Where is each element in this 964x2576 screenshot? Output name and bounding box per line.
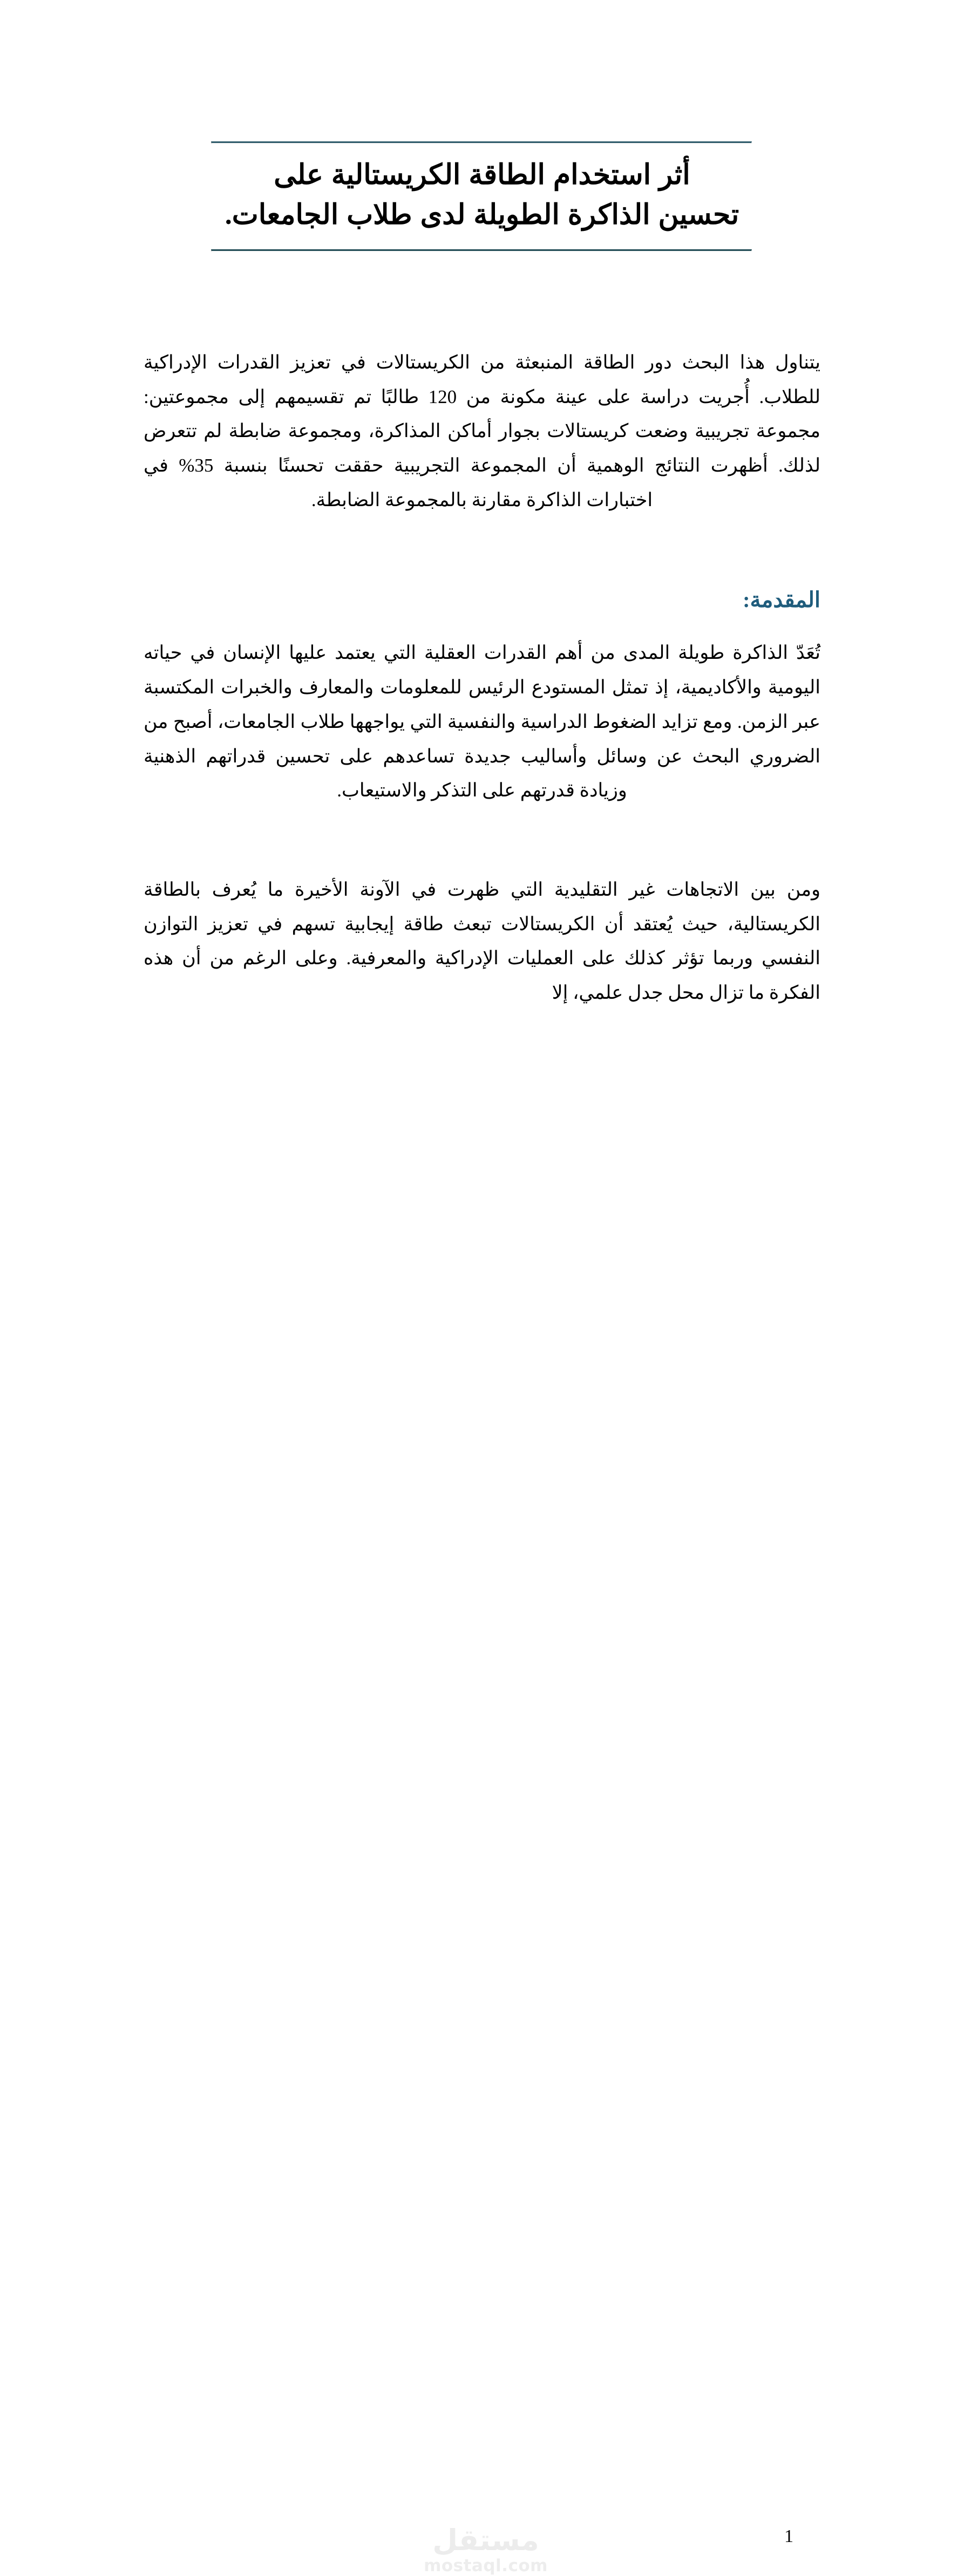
page-footer [0,1244,964,2575]
introduction-paragraph-1: تُعَدّ الذاكرة طويلة المدى من أهم القدرات العقلية التي يعتمد عليها الإنسان في حياته اليومية والأكاديمية، إذ تمثل المستودع الرئيس للمعلومات والمعارف والخبرات المكتسبة عبر الزمن. ومع تزايد الضغوط الدراسية والنفسية التي يواجهها طلاب الجامعات، أصبح من الضروري البحث عن وسائل وأساليب جديدة تساعدهم على تحسين قدراتهم الذهنية وزيادة قدرتهم على التذكر والاستيعاب. [144,642,820,801]
title-rule-bottom [211,249,752,251]
mostaql-watermark [416,2525,556,2576]
spacer-after-heading [144,614,820,636]
mostaql-logo-icon: مستقل [432,2523,539,2557]
abstract-paragraph: يتناول هذا البحث دور الطاقة المنبعثة من الكريستالات في تعزيز القدرات الإدراكية للطلاب. أُجريت دراسة على عينة مكونة من 120 طالبًا تم تقسيمهم إلى مجموعتين: مجموعة تجريبية وضعت كريستالات بجوار أماكن المذاكرة، ومجموعة ضابطة لم تتعرض لذلك. أظهرت النتائج الوهمية أن المجموعة التجريبية حققت تحسنًا بنسبة 35% في اختبارات الذاكرة مقارنة بالمجموعة الضابطة. [144,352,820,510]
page-title-line-1: أثر استخدام الطاقة الكريستالية على [274,160,690,190]
mostaql-domain-label: mostaql.com [424,2555,548,2575]
spacer-between-paragraphs [144,808,820,873]
page-title [212,144,752,249]
document-body [144,345,820,1010]
section-heading-introduction: المقدمة: [743,588,820,612]
spacer-after-abstract [144,517,820,586]
page-number: 1 [784,2526,793,2546]
title-block [212,141,752,251]
introduction-paragraph-2: ومن بين الاتجاهات غير التقليدية التي ظهرت في الآونة الأخيرة ما يُعرف بالطاقة الكريستالية، حيث يُعتقد أن الكريستالات تبعث طاقة إيجابية تسهم في تعزيز التوازن النفسي وربما تؤثر كذلك على العمليات الإدراكية والمعرفية. وعلى الرغم من أن هذه الفكرة ما تزال محل جدل علمي، إلا [144,878,820,1003]
page-title-line-2: تحسين الذاكرة الطويلة لدى طلاب الجامعات. [225,199,739,230]
